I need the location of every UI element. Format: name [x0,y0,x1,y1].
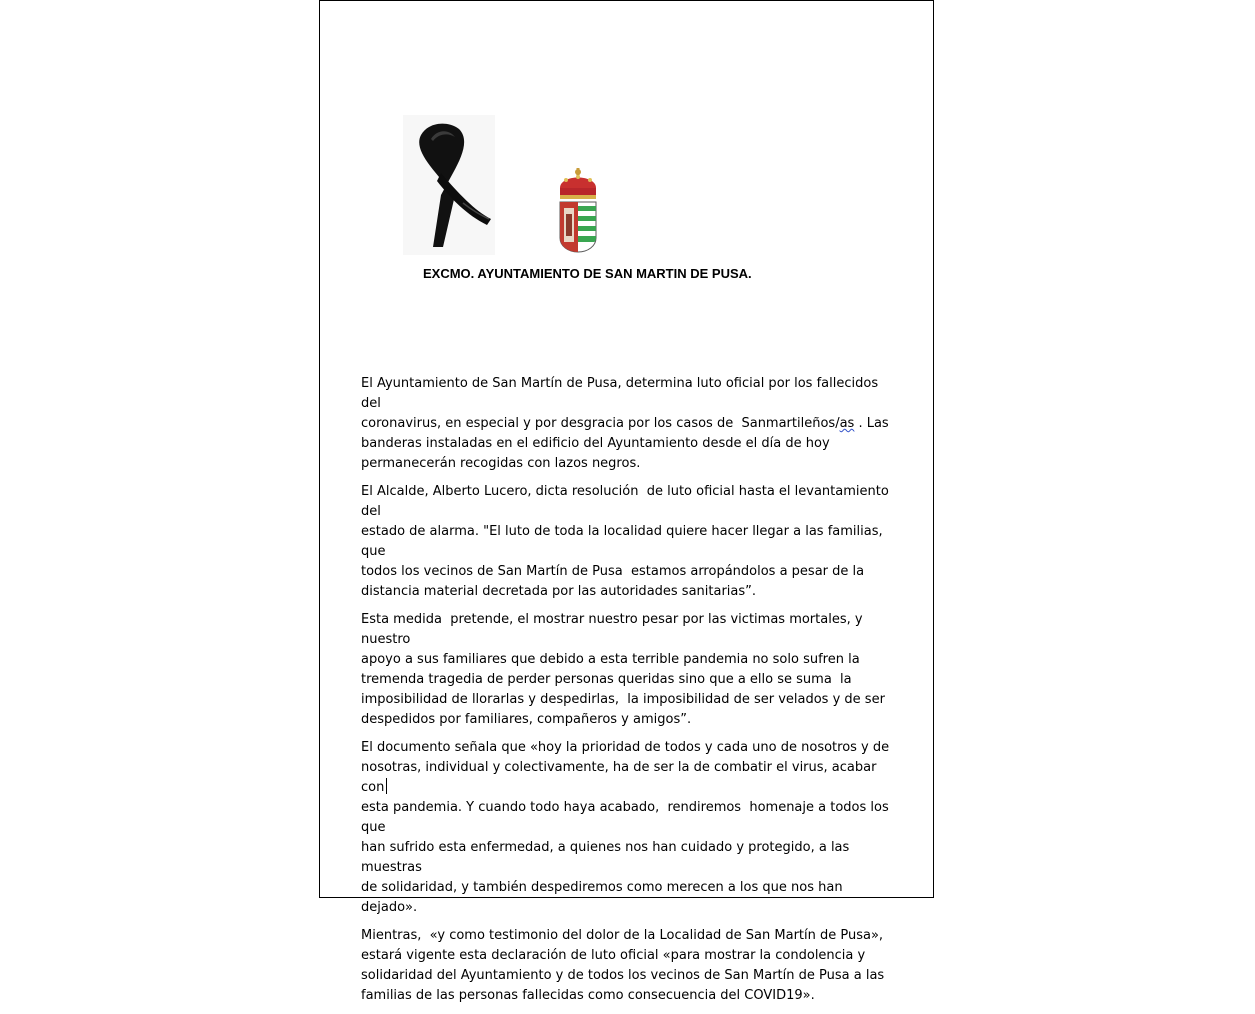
paragraph-4 [361,738,896,918]
spellcheck-flagged-word[interactable]: as [839,416,855,431]
paragraph-2: El Alcalde, Alberto Lucero, dicta resolución de luto oficial hasta el levantamiento del estado de alarma. "El luto de toda la localidad quiere hacer llegar a las familias, que todos los vecinos de San Martín de Pusa estamos arropándolos a pesar de la distancia material decretada por las autoridades sanitarias”. [361,484,889,599]
paragraph-1-start: El Ayuntamiento de San Martín de Pusa, determina luto oficial por los fallecidos del coronavirus, en especial y por desgracia por los casos de Sanmartileños/ [361,376,879,431]
paragraph-1 [361,374,896,474]
paragraph-1-end: . Las banderas instaladas en el edificio del Ayuntamiento desde el día de hoy permanecerán recogidas con lazos negros. [361,416,889,471]
text-cursor [386,778,387,794]
black-ribbon-icon [403,115,495,255]
coat-of-arms-image [554,166,602,254]
paragraph-4-end: esta pandemia. Y cuando todo haya acabado, rendiremos homenaje a todos los que han sufrido esta enfermedad, a quienes nos han cuidado y protegido, a las muestras de solidaridad, y también despediremos como merecen a los que nos han dejado». [361,800,889,915]
document-body[interactable] [361,374,896,1014]
paragraph-5: Mientras, «y como testimonio del dolor de la Localidad de San Martín de Pusa», estará vigente esta declaración de luto oficial «para mostrar la condolencia y solidaridad del Ayuntamiento y de todos los vecinos de San Martín de Pusa a las familias de las personas fallecidas como consecuencia del COVID19». [361,928,885,1003]
paragraph-4-start: El documento señala que «hoy la prioridad de todos y cada uno de nosotros y de nosotras, individual y colectivamente, ha de ser la de combatir el virus, acabar con [361,740,890,795]
mourning-ribbon-image [403,115,495,255]
paragraph-3: Esta medida pretende, el mostrar nuestro pesar por las victimas mortales, y nuestro apoyo a sus familiares que debido a esta terrible pandemia no solo sufren la tremenda tragedia de perder personas queridas sino que a ello se suma la imposibilidad de llorarlas y despedirlas, la imposibilidad de ser velados y de ser despedidos por familiares, compañeros y amigos”. [361,612,885,727]
coat-of-arms-icon [554,166,602,254]
document-heading: EXCMO. AYUNTAMIENTO DE SAN MARTIN DE PUSA. [423,266,752,281]
